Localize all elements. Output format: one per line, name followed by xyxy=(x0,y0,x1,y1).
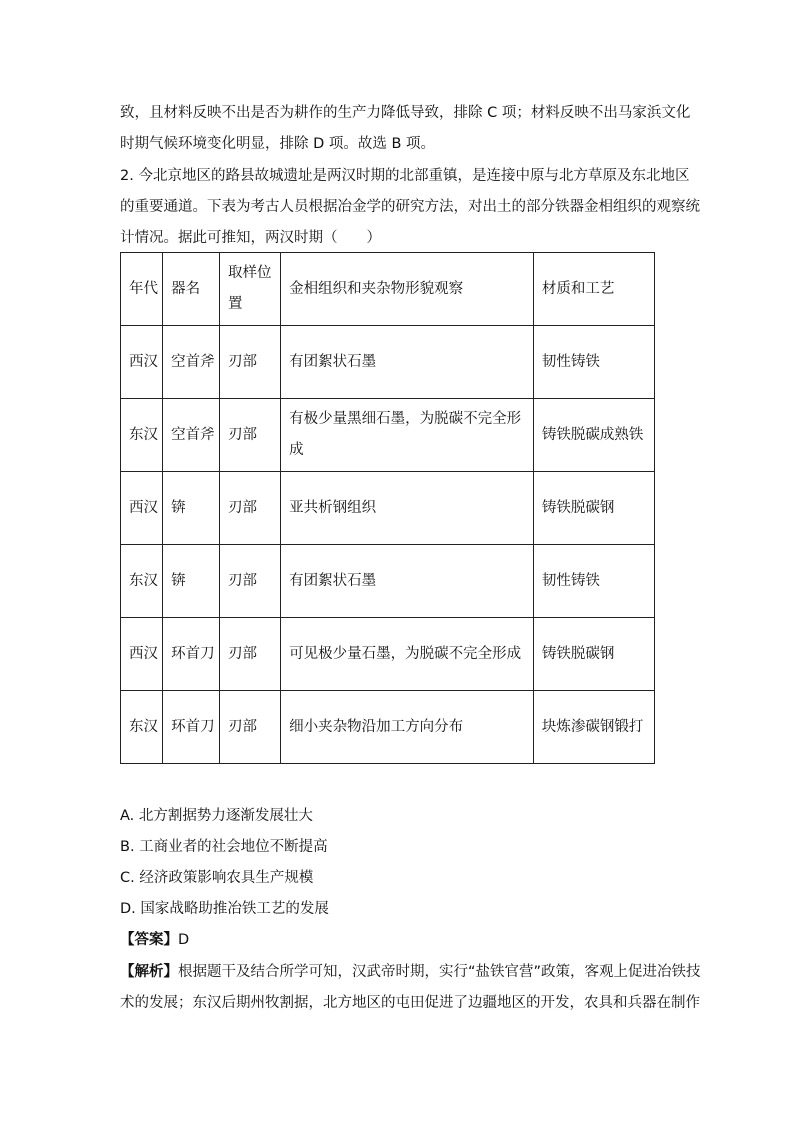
table-row xyxy=(121,545,655,618)
header-cell-era: 年代 xyxy=(121,253,163,326)
answer-label: 【答案】 xyxy=(120,932,178,948)
cell-name: 锛 xyxy=(163,472,220,545)
cell-position: 刃部 xyxy=(220,691,281,764)
cell-name: 环首刀 xyxy=(163,618,220,691)
table-row xyxy=(121,399,655,472)
cell-position: 刃部 xyxy=(220,326,281,399)
cell-material: 韧性铸铁 xyxy=(533,326,654,399)
option-a: A. 北方割据势力逐渐发展壮大 xyxy=(120,808,313,824)
cell-observation: 可见极少量石墨，为脱碳不完全形成 xyxy=(281,618,534,691)
cell-era: 西汉 xyxy=(121,472,163,545)
cell-name: 环首刀 xyxy=(163,691,220,764)
header-cell-material: 材质和工艺 xyxy=(533,253,654,326)
cell-observation: 亚共析钢组织 xyxy=(281,472,534,545)
header-cell-position: 取样位置 xyxy=(220,253,281,326)
cell-material: 韧性铸铁 xyxy=(533,545,654,618)
option-b: B. 工商业者的社会地位不断提高 xyxy=(120,839,328,855)
cell-name: 锛 xyxy=(163,545,220,618)
analysis-line-1 xyxy=(120,962,701,982)
option-d: D. 国家战略助推冶铁工艺的发展 xyxy=(120,901,329,917)
cell-material: 铸铁脱碳成熟铁 xyxy=(533,399,654,472)
cell-era: 东汉 xyxy=(121,399,163,472)
cell-position: 刃部 xyxy=(220,545,281,618)
cell-position: 刃部 xyxy=(220,472,281,545)
cell-observation: 有团絮状石墨 xyxy=(281,545,534,618)
ironware-analysis-table xyxy=(120,252,655,764)
analysis-text-1: 根据题干及结合所学可知，汉武帝时期，实行“盐铁官营”政策，客观上促进冶铁技 xyxy=(178,964,701,980)
prev-answer-line-2: 时期气候环境变化明显，排除 D 项。故选 B 项。 xyxy=(120,136,436,152)
table-row xyxy=(121,472,655,545)
question-line-3: 计情况。据此可推知，两汉时期（ ） xyxy=(120,230,381,246)
cell-era: 西汉 xyxy=(121,618,163,691)
table-row xyxy=(121,691,655,764)
cell-observation: 细小夹杂物沿加工方向分布 xyxy=(281,691,534,764)
answer-value: D xyxy=(178,932,190,948)
table-header-row xyxy=(121,253,655,326)
table-row xyxy=(121,326,655,399)
cell-era: 东汉 xyxy=(121,691,163,764)
cell-material: 铸铁脱碳钢 xyxy=(533,618,654,691)
header-cell-observation: 金相组织和夹杂物形貌观察 xyxy=(281,253,534,326)
cell-observation: 有极少量黑细石墨，为脱碳不完全形成 xyxy=(281,399,534,472)
header-cell-name: 器名 xyxy=(163,253,220,326)
question-line-2: 的重要通道。下表为考古人员根据冶金学的研究方法，对出土的部分铁器金相组织的观察统 xyxy=(120,199,700,215)
table-row xyxy=(121,618,655,691)
cell-material: 铸铁脱碳钢 xyxy=(533,472,654,545)
cell-era: 西汉 xyxy=(121,326,163,399)
option-c: C. 经济政策影响农具生产规模 xyxy=(120,870,314,886)
cell-observation: 有团絮状石墨 xyxy=(281,326,534,399)
cell-era: 东汉 xyxy=(121,545,163,618)
cell-name: 空首斧 xyxy=(163,399,220,472)
cell-material: 块炼渗碳钢锻打 xyxy=(533,691,654,764)
analysis-line-2: 术的发展；东汉后期州牧割据，北方地区的屯田促进了边疆地区的开发，农具和兵器在制作 xyxy=(120,995,700,1011)
prev-answer-line-1: 致，且材料反映不出是否为耕作的生产力降低导致，排除 C 项；材料反映不出马家浜文化 xyxy=(120,105,691,121)
analysis-label: 【解析】 xyxy=(120,964,178,980)
question-line-1: 2. 今北京地区的路县故城遗址是两汉时期的北部重镇，是连接中原与北方草原及东北地区 xyxy=(120,168,690,184)
cell-position: 刃部 xyxy=(220,618,281,691)
cell-position: 刃部 xyxy=(220,399,281,472)
cell-name: 空首斧 xyxy=(163,326,220,399)
answer-line xyxy=(120,930,189,950)
